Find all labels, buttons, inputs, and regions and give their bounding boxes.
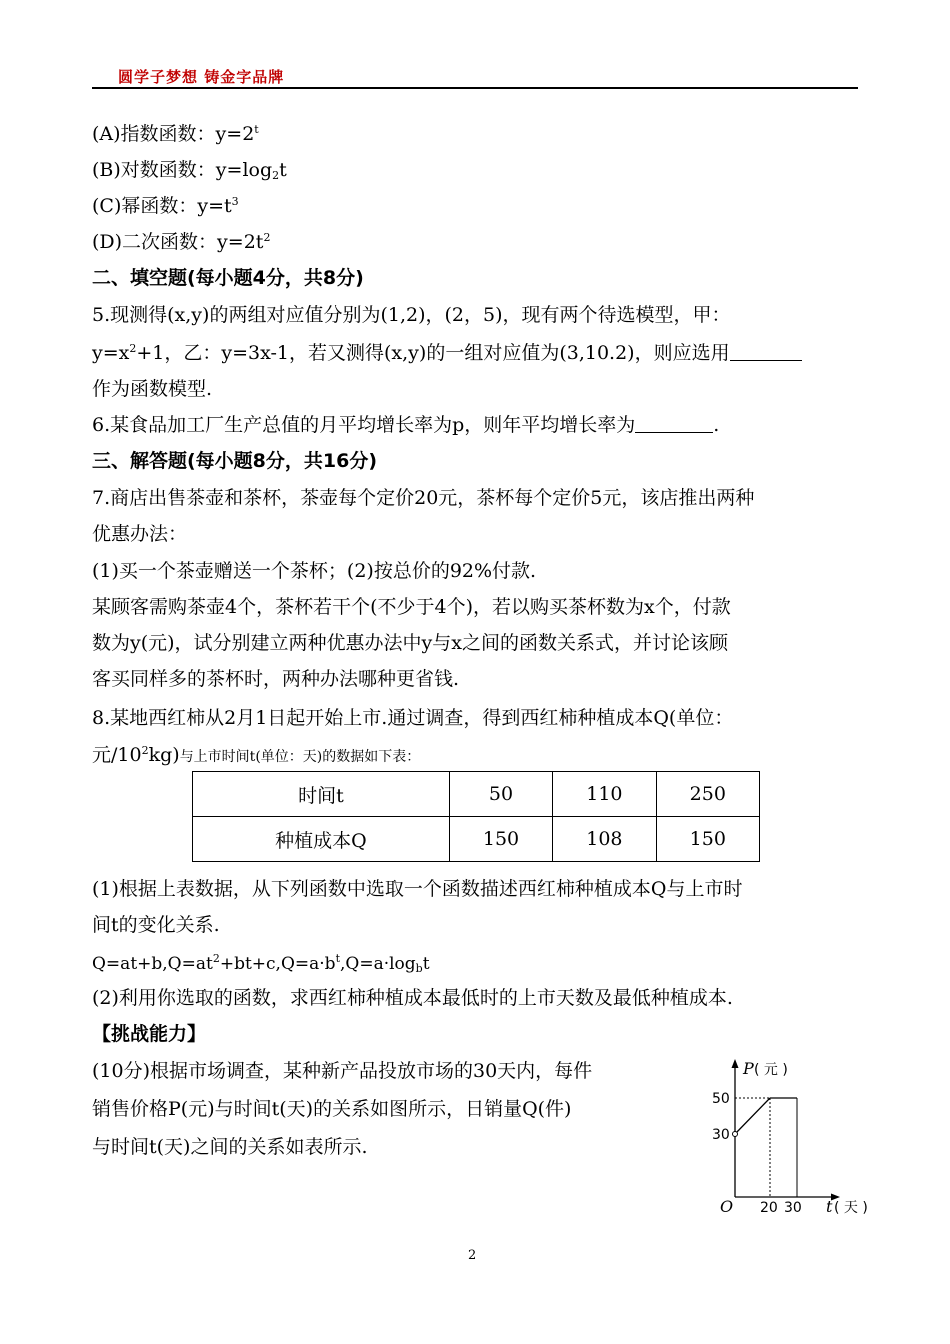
q5-line3: 作为函数模型. <box>92 378 213 400</box>
page-number: 2 <box>468 1248 477 1263</box>
x-tick-30: 30 <box>784 1200 802 1215</box>
q5-line1: 5.现测得(x,y)的两组对应值分别为(1,2)，(2，5)，现有两个待选模型，甲： <box>92 304 731 326</box>
y-axis-unit: ( 元 ) <box>754 1062 788 1078</box>
open-point-30 <box>733 1132 738 1137</box>
table-row <box>193 772 760 817</box>
challenge-line3: 与时间t(天)之间的关系如表所示. <box>92 1136 368 1158</box>
table-cell: 108 <box>553 817 656 862</box>
x-axis-unit: ( 天 ) <box>834 1200 868 1215</box>
x-axis-var: t <box>826 1197 833 1215</box>
table-row <box>193 817 760 862</box>
q6-line: 6.某食品加工厂生产总值的月平均增长率为p，则年平均增长率为 . <box>92 414 720 436</box>
q6-answer-blank <box>635 412 713 433</box>
price-rising-segment <box>735 1098 770 1134</box>
q7-line6: 客买同样多的茶杯时，两种办法哪种更省钱. <box>92 668 460 690</box>
q8-line1: 8.某地西红柿从2月1日起开始上市.通过调查，得到西红柿种植成本Q(单位： <box>92 707 734 729</box>
table-cell: 150 <box>449 817 552 862</box>
header-brand: 圆学子梦想 铸金字品牌 <box>118 68 285 86</box>
section-2-title: 二、填空题(每小题4分，共8分) <box>92 267 364 289</box>
q7-line3: (1)买一个茶壶赠送一个茶杯；(2)按总价的92%付款. <box>92 560 537 582</box>
table-cell: 50 <box>449 772 552 817</box>
q7-line2: 优惠办法： <box>92 523 188 545</box>
q7-line1: 7.商店出售茶壶和茶杯，茶壶每个定价20元，茶杯每个定价5元，该店推出两种 <box>92 487 755 509</box>
q8-line2: 元$/10^2kg$)与上市时间t(单位：天)的数据如下表： <box>92 744 421 766</box>
y-tick-30: 30 <box>712 1127 730 1143</box>
challenge-line1: (10分)根据市场调查，某种新产品投放市场的30天内，每件 <box>92 1060 593 1082</box>
option-c: (C)幂函数：$y=t^3$ <box>92 195 239 217</box>
table-cell: 种植成本Q <box>193 817 450 862</box>
q5-line2: $y=x^2+1$，乙：y=3x-1，若又测得(x,y)的一组对应值为(3,10.2)，则应选用 <box>92 340 802 366</box>
q8-formula-options: $Q=at+b,Q=at^2+bt+c,Q=a\cdot b^t,Q=a\cdot\log_bt$ <box>92 952 430 975</box>
q8-data-table <box>192 771 760 862</box>
section-3-title: 三、解答题(每小题8分，共16分) <box>92 450 378 472</box>
y-axis-arrow <box>732 1059 739 1068</box>
y-axis-var: P <box>743 1059 754 1078</box>
y-tick-50: 50 <box>712 1091 730 1107</box>
x-tick-20: 20 <box>760 1200 778 1215</box>
origin-label: O <box>720 1197 734 1215</box>
option-b: (B)对数函数：$y=\log_2t$ <box>92 159 287 182</box>
table-cell: 250 <box>656 772 759 817</box>
option-d: (D)二次函数：$y=2t^2$ <box>92 231 271 253</box>
q8-part1-line2: 间t的变化关系. <box>92 914 220 936</box>
q5-answer-blank <box>730 340 802 361</box>
price-time-graph <box>700 1055 885 1215</box>
table-cell: 150 <box>656 817 759 862</box>
header-divider <box>92 87 858 89</box>
challenge-title: 【挑战能力】 <box>92 1023 207 1045</box>
table-cell: 时间t <box>193 772 450 817</box>
q7-line4: 某顾客需购茶壶4个，茶杯若干个(不少于4个)，若以购买茶杯数为x个，付款 <box>92 596 731 618</box>
q7-line5: 数为y(元)，试分别建立两种优惠办法中y与x之间的函数关系式，并讨论该顾 <box>92 632 729 654</box>
table-cell: 110 <box>553 772 656 817</box>
q8-part2: (2)利用你选取的函数，求西红柿种植成本最低时的上市天数及最低种植成本. <box>92 987 733 1009</box>
q8-part1-line1: (1)根据上表数据，从下列函数中选取一个函数描述西红柿种植成本Q与上市时 <box>92 878 743 900</box>
option-a: (A)指数函数：$y=2^t$ <box>92 123 259 145</box>
challenge-line2: 销售价格P(元)与时间t(天)的关系如图所示，日销量Q(件) <box>92 1098 572 1120</box>
